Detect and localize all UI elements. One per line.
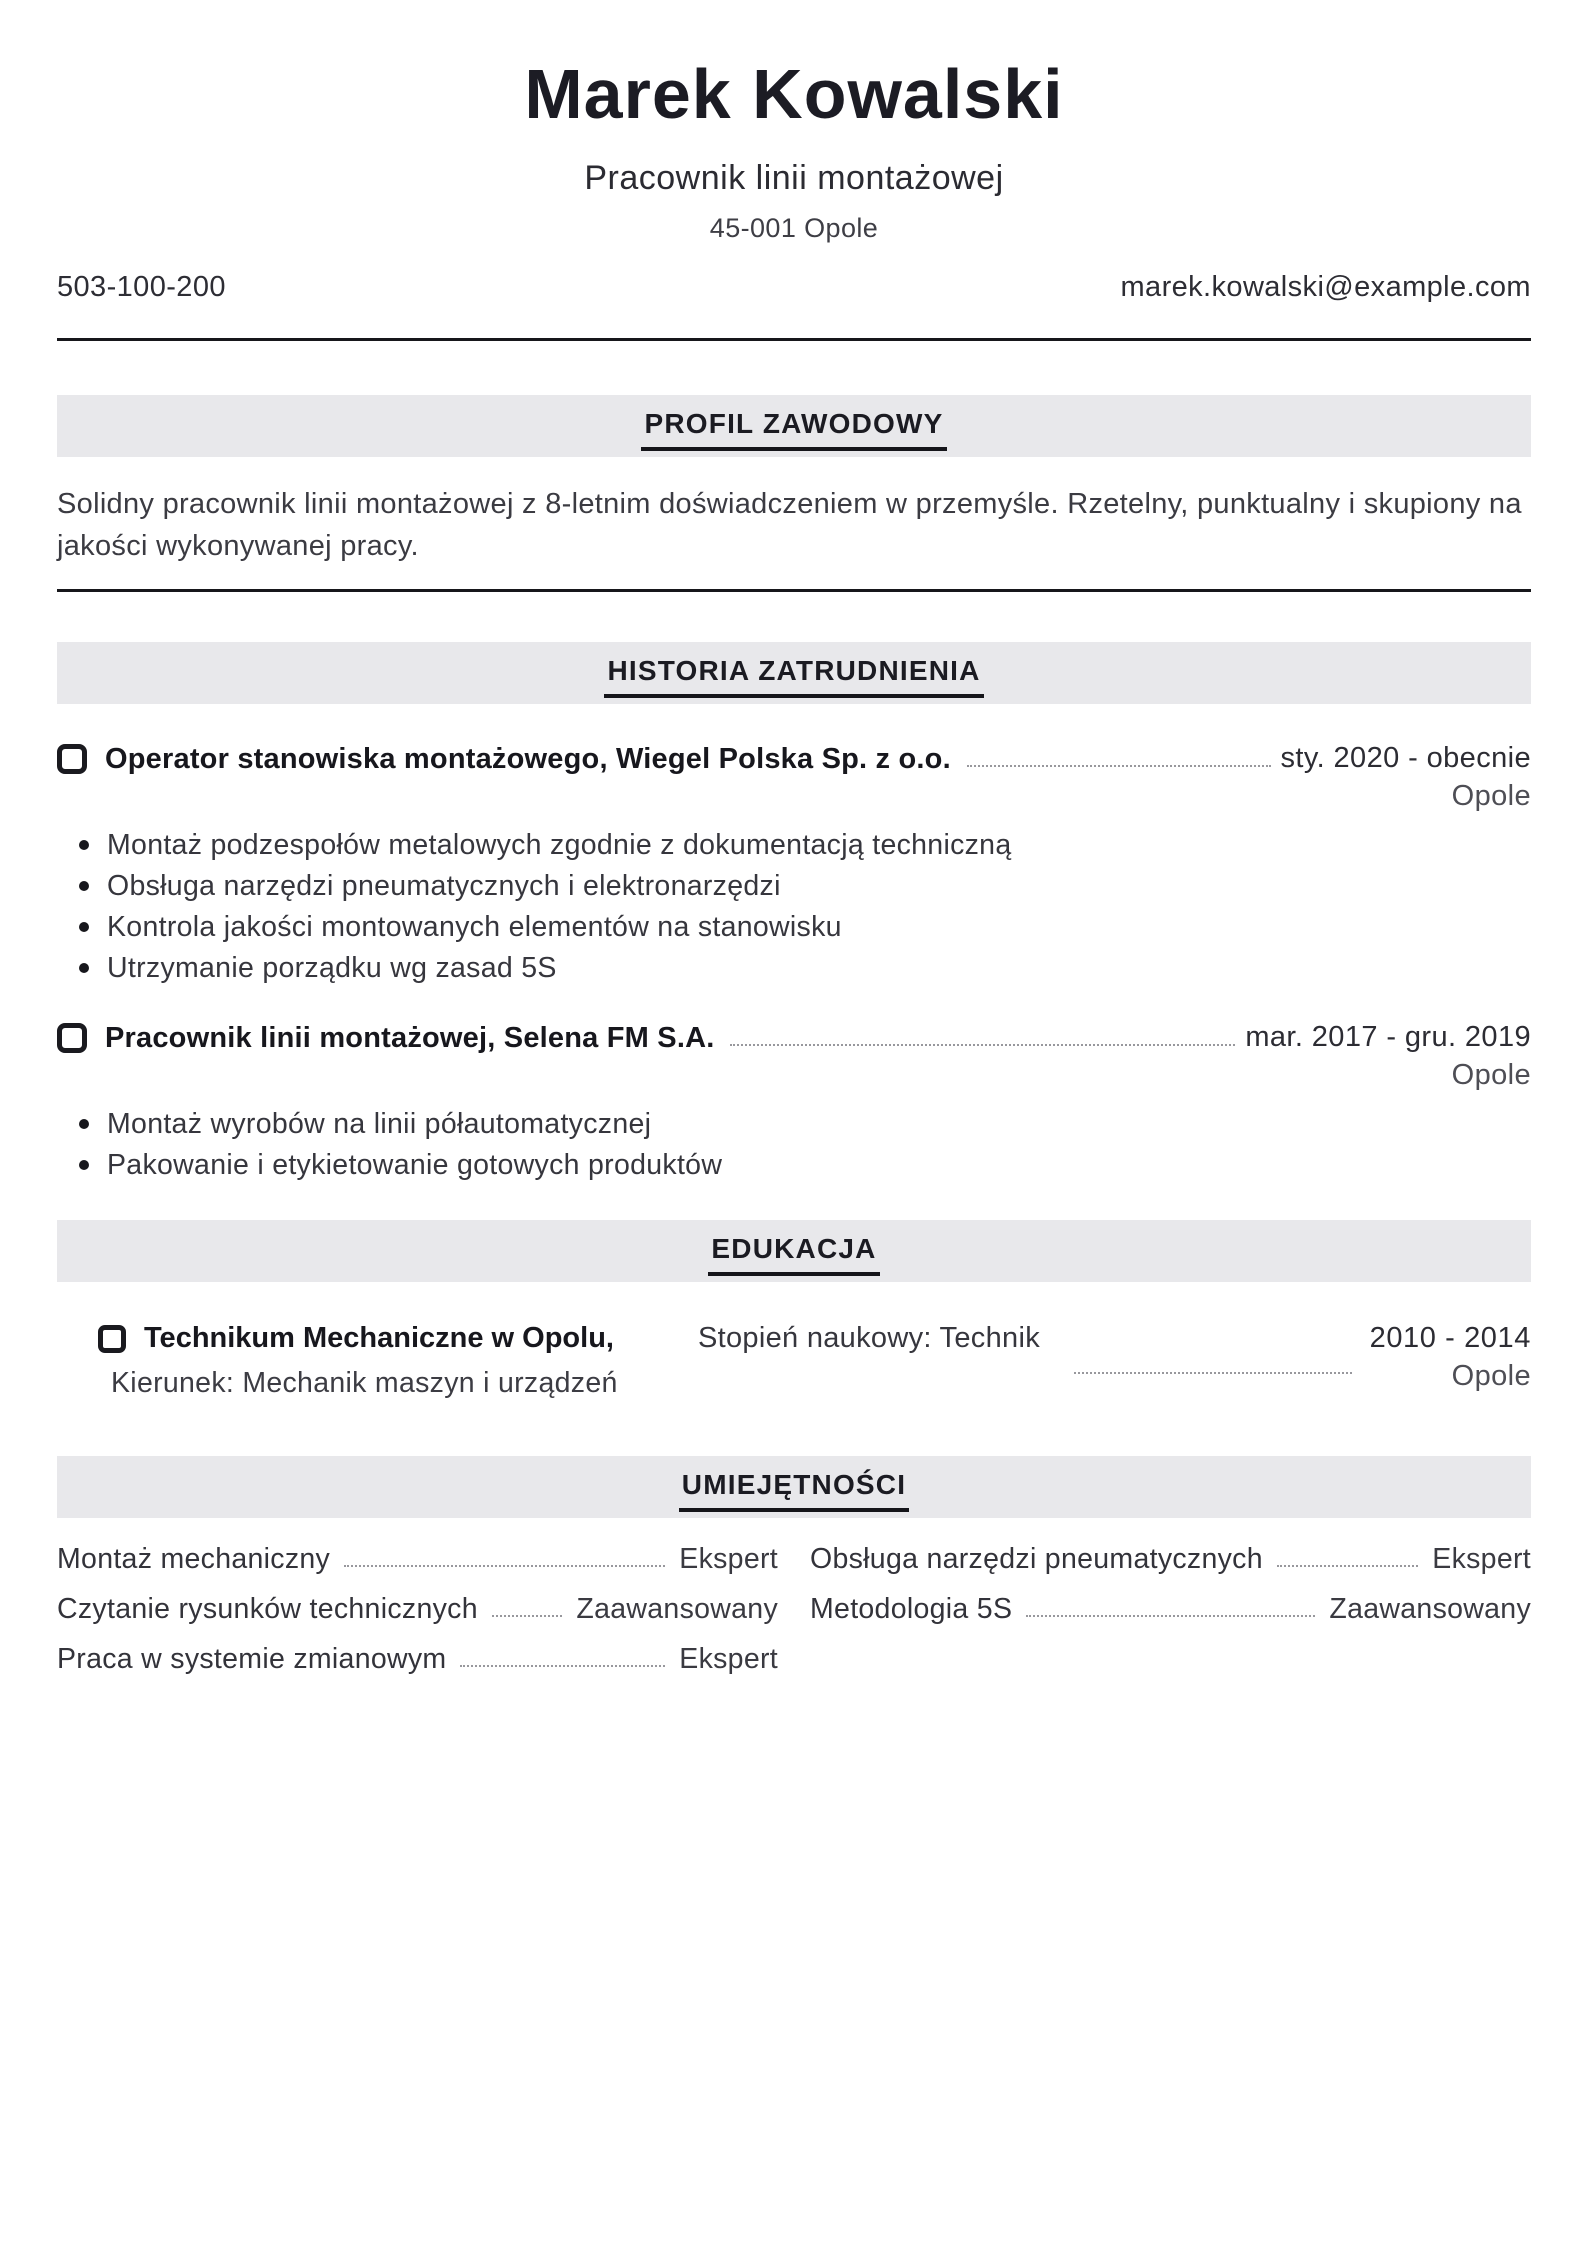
dotted-leader xyxy=(1277,1565,1418,1567)
job-title: Pracownik linii montażowej, Selena FM S.A. xyxy=(105,1021,715,1054)
skill-name: Montaż mechaniczny xyxy=(57,1542,331,1575)
education-left xyxy=(98,1322,658,1400)
section-title-profile: PROFIL ZAWODOWY xyxy=(641,408,946,451)
divider xyxy=(57,589,1531,592)
job-entry xyxy=(57,742,1531,989)
education-school-row xyxy=(98,1322,658,1355)
education-field: Kierunek: Mechanik maszyn i urządzeń xyxy=(111,1367,618,1399)
checkbox-icon xyxy=(57,1023,87,1053)
skill-name: Obsługa narzędzi pneumatycznych xyxy=(810,1542,1263,1575)
contact-row xyxy=(57,272,1531,302)
job-entry-header xyxy=(57,1021,1531,1054)
job-dates: sty. 2020 - obecnie xyxy=(1280,742,1531,774)
job-title: Operator stanowiska montażowego, Wiegel Polska Sp. z o.o. xyxy=(105,742,951,775)
education-entry xyxy=(57,1322,1531,1400)
education-right xyxy=(1370,1322,1531,1400)
dotted-leader xyxy=(344,1565,665,1567)
job-dates: mar. 2017 - gru. 2019 xyxy=(1245,1021,1531,1053)
job-bullet: Pakowanie i etykietowanie gotowych produktów xyxy=(57,1145,1531,1186)
address: 45-001 Opole xyxy=(709,213,879,243)
skill-level: Zaawansowany xyxy=(1329,1592,1531,1625)
skill-level: Ekspert xyxy=(679,1642,778,1675)
skill-level: Ekspert xyxy=(679,1542,778,1575)
education-degree: Stopień naukowy: Technik xyxy=(698,1322,1040,1354)
dotted-leader xyxy=(492,1615,563,1617)
dotted-leader xyxy=(967,765,1271,767)
job-bullet: Kontrola jakości montowanych elementów na stanowisku xyxy=(57,907,1531,948)
phone-number: 503-100-200 xyxy=(57,271,226,303)
dotted-leader xyxy=(460,1665,665,1667)
skill-level: Zaawansowany xyxy=(576,1592,778,1625)
skill-row xyxy=(810,1544,1531,1574)
education-dates: 2010 - 2014 xyxy=(1369,1322,1531,1354)
job-entry-header xyxy=(57,742,1531,775)
section-bar-history xyxy=(57,642,1531,704)
skill-row xyxy=(810,1594,1531,1624)
section-bar-education xyxy=(57,1220,1531,1282)
job-bullet-list xyxy=(57,1104,1531,1186)
skill-name: Praca w systemie zmianowym xyxy=(57,1642,447,1675)
job-location: Opole xyxy=(1451,780,1531,812)
job-title-subtitle: Pracownik linii montażowej xyxy=(584,159,1004,197)
education-school: Technikum Mechaniczne w Opolu, xyxy=(144,1322,614,1354)
education-middle xyxy=(658,1322,1352,1400)
section-title-history: HISTORIA ZATRUDNIENIA xyxy=(604,655,983,698)
divider xyxy=(57,338,1531,341)
skill-level: Ekspert xyxy=(1432,1542,1531,1575)
job-bullet: Obsługa narzędzi pneumatycznych i elektronarzędzi xyxy=(57,866,1531,907)
checkbox-icon xyxy=(98,1325,126,1353)
section-bar-skills xyxy=(57,1456,1531,1518)
job-bullet: Utrzymanie porządku wg zasad 5S xyxy=(57,948,1531,989)
dotted-leader xyxy=(730,1044,1235,1046)
job-bullet: Montaż wyrobów na linii półautomatycznej xyxy=(57,1104,1531,1145)
person-name: Marek Kowalski xyxy=(524,55,1064,133)
skill-row xyxy=(57,1544,778,1574)
job-entry xyxy=(57,1021,1531,1186)
skill-name: Czytanie rysunków technicznych xyxy=(57,1592,478,1625)
skills-column-left xyxy=(57,1544,778,1694)
dotted-leader xyxy=(1074,1372,1352,1374)
job-bullet-list xyxy=(57,825,1531,989)
education-location: Opole xyxy=(1451,1360,1531,1392)
section-title-skills: UMIEJĘTNOŚCI xyxy=(679,1469,909,1512)
email-address: marek.kowalski@example.com xyxy=(1120,271,1531,303)
skill-name: Metodologia 5S xyxy=(810,1592,1013,1625)
skill-row xyxy=(57,1594,778,1624)
skills-column-right xyxy=(810,1544,1531,1694)
skills-grid xyxy=(57,1544,1531,1694)
job-location: Opole xyxy=(1451,1059,1531,1091)
job-bullet: Montaż podzespołów metalowych zgodnie z dokumentacją techniczną xyxy=(57,825,1531,866)
dotted-leader xyxy=(1026,1615,1315,1617)
section-bar-profile xyxy=(57,395,1531,457)
section-title-education: EDUKACJA xyxy=(708,1233,879,1276)
skill-row xyxy=(57,1644,778,1674)
checkbox-icon xyxy=(57,744,87,774)
profile-summary: Solidny pracownik linii montażowej z 8-letnim doświadczeniem w przemyśle. Rzetelny, punktualny i skupiony na jakości wykonywanej pracy. xyxy=(57,488,1522,562)
